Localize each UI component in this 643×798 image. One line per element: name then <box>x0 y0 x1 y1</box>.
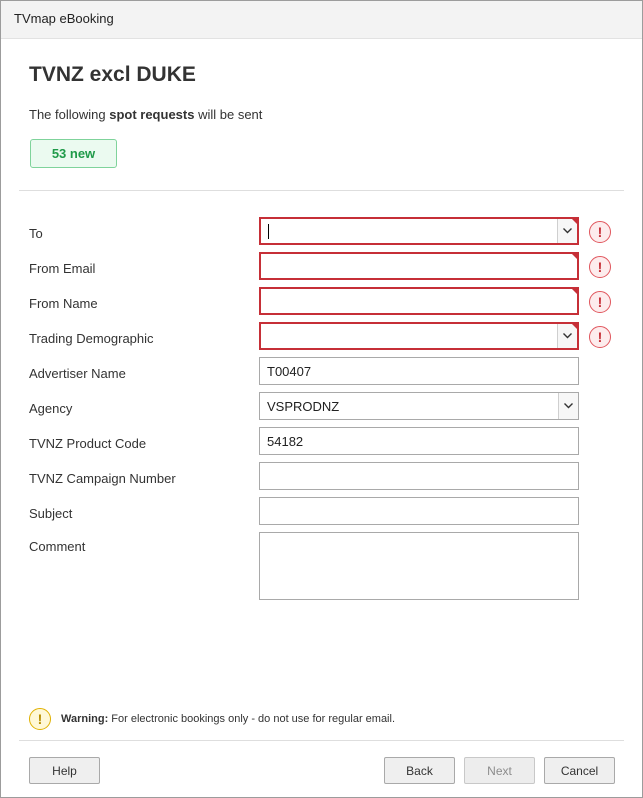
summary-text <box>29 107 262 122</box>
cancel-button[interactable]: Cancel <box>544 757 615 784</box>
agency-combobox[interactable] <box>259 392 579 420</box>
campaign-number-input[interactable] <box>259 462 579 490</box>
from-name-error-icon: ! <box>589 291 611 313</box>
trading-demographic-dropdown-button[interactable] <box>557 324 577 348</box>
from-email-label: From Email <box>29 261 96 276</box>
campaign-number-label: TVNZ Campaign Number <box>29 471 176 486</box>
agency-dropdown-button[interactable] <box>558 393 578 419</box>
to-dropdown-button[interactable] <box>557 219 577 243</box>
subject-input[interactable] <box>259 497 579 525</box>
comment-textarea[interactable] <box>259 532 579 600</box>
summary-text-pre: The following <box>29 107 110 122</box>
help-button[interactable]: Help <box>29 757 100 784</box>
trading-demographic-label: Trading Demographic <box>29 331 154 346</box>
trading-demographic-error-icon: ! <box>589 326 611 348</box>
page-title: TVNZ excl DUKE <box>29 63 196 86</box>
next-button[interactable]: Next <box>464 757 535 784</box>
from-email-input[interactable] <box>259 252 579 280</box>
advertiser-name-input[interactable] <box>259 357 579 385</box>
warning-label: Warning: <box>61 713 109 725</box>
back-button[interactable]: Back <box>384 757 455 784</box>
trading-demographic-combobox[interactable] <box>259 322 579 350</box>
footer-divider <box>19 740 624 741</box>
from-email-error-icon: ! <box>589 256 611 278</box>
subject-label: Subject <box>29 506 73 521</box>
warning-message <box>61 713 395 725</box>
from-name-input[interactable] <box>259 287 579 315</box>
warning-icon: ! <box>29 708 51 730</box>
summary-text-bold: spot requests <box>109 107 195 122</box>
advertiser-name-label: Advertiser Name <box>29 366 126 381</box>
agency-value: VSPRODNZ <box>267 399 340 414</box>
chevron-down-icon <box>563 228 572 234</box>
chevron-down-icon <box>563 333 572 339</box>
to-label: To <box>29 226 43 241</box>
warning-text: For electronic bookings only - do not use for regular email. <box>108 713 396 725</box>
advertiser-name-value: T00407 <box>267 364 312 379</box>
header-divider <box>19 190 624 191</box>
title-bar <box>1 1 642 39</box>
agency-label: Agency <box>29 401 73 416</box>
summary-text-post: will be sent <box>194 107 263 122</box>
from-name-label: From Name <box>29 296 98 311</box>
window-title: TVmap eBooking <box>14 11 114 26</box>
product-code-input[interactable] <box>259 427 579 455</box>
chevron-down-icon <box>564 403 573 409</box>
text-cursor <box>268 224 269 239</box>
comment-label: Comment <box>29 539 86 554</box>
new-count-badge: 53 new <box>30 139 117 168</box>
product-code-value: 54182 <box>267 434 304 449</box>
to-combobox[interactable] <box>259 217 579 245</box>
to-error-icon: ! <box>589 221 611 243</box>
product-code-label: TVNZ Product Code <box>29 436 147 451</box>
